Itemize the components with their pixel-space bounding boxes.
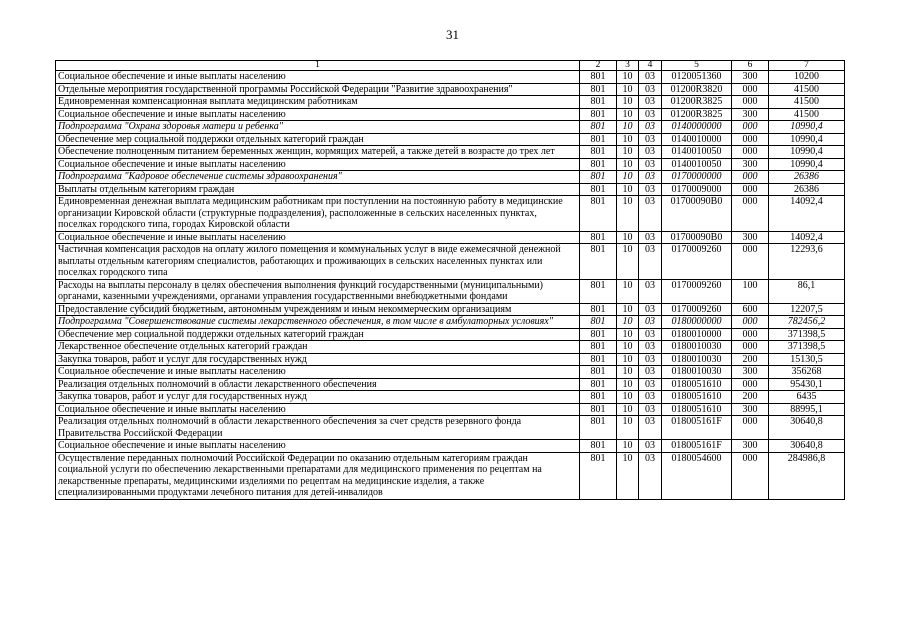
- column-header-row: [56, 61, 845, 71]
- amount-cell: 95430,1: [769, 378, 845, 391]
- subsection-code-cell: 03: [639, 416, 662, 440]
- expense-name-cell: Реализация отдельных полномочий в области лекарственного обеспечения за счет средств резервного фонда Правительства Российской Федерации: [56, 416, 580, 440]
- expense-name-cell: Закупка товаров, работ и услуг для государственных нужд: [56, 353, 580, 366]
- expense-type-code-cell: 000: [732, 171, 769, 184]
- section-code-cell: 10: [617, 452, 639, 499]
- amount-cell: 782456,2: [769, 316, 845, 329]
- expense-type-code-cell: 000: [732, 316, 769, 329]
- expense-name-cell: Осуществление переданных полномочий Российской Федерации по оказанию отдельным категориям граждан социальной услуги по обеспечению лекарственными препаратами для медицинского применения по рецептам на лекарственные препараты, медицинскими изделиями по рецептам на медицинские изделия, а также специализированными продуктами лечебного питания для детей-инвалидов: [56, 452, 580, 499]
- amount-cell: 88995,1: [769, 403, 845, 416]
- ministry-code-cell: 801: [580, 353, 617, 366]
- expense-name-cell: Предоставление субсидий бюджетным, автономным учреждениям и иным некоммерческим организациям: [56, 303, 580, 316]
- expense-type-code-cell: 300: [732, 108, 769, 121]
- ministry-code-cell: 801: [580, 133, 617, 146]
- table-row: [56, 416, 845, 440]
- ministry-code-cell: 801: [580, 341, 617, 354]
- section-code-cell: 10: [617, 341, 639, 354]
- ministry-code-cell: 801: [580, 171, 617, 184]
- target-item-code-cell: 0180051610: [662, 403, 732, 416]
- ministry-code-cell: 801: [580, 244, 617, 280]
- subsection-code-cell: 03: [639, 108, 662, 121]
- ministry-code-cell: 801: [580, 452, 617, 499]
- expense-type-code-cell: 000: [732, 196, 769, 232]
- subsection-code-cell: 03: [639, 303, 662, 316]
- expense-type-code-cell: 300: [732, 71, 769, 84]
- table-row: [56, 244, 845, 280]
- table-row: [56, 328, 845, 341]
- section-code-cell: 10: [617, 83, 639, 96]
- amount-cell: 371398,5: [769, 328, 845, 341]
- column-header: 5: [662, 61, 732, 71]
- target-item-code-cell: 0170009260: [662, 279, 732, 303]
- target-item-code-cell: 01700090В0: [662, 231, 732, 244]
- ministry-code-cell: 801: [580, 158, 617, 171]
- ministry-code-cell: 801: [580, 121, 617, 134]
- expense-name-cell: Подпрограмма "Кадровое обеспечение системы здравоохранения": [56, 171, 580, 184]
- target-item-code-cell: 0180000000: [662, 316, 732, 329]
- expense-name-cell: Реализация отдельных полномочий в области лекарственного обеспечения: [56, 378, 580, 391]
- table-row: [56, 71, 845, 84]
- table-row: [56, 121, 845, 134]
- table-row: [56, 391, 845, 404]
- subsection-code-cell: 03: [639, 341, 662, 354]
- table-row: [56, 440, 845, 453]
- expense-name-cell: Социальное обеспечение и иные выплаты населению: [56, 366, 580, 379]
- page-number: 31: [446, 27, 459, 42]
- expense-name-cell: Социальное обеспечение и иные выплаты населению: [56, 71, 580, 84]
- subsection-code-cell: 03: [639, 183, 662, 196]
- subsection-code-cell: 03: [639, 366, 662, 379]
- target-item-code-cell: 0180010030: [662, 341, 732, 354]
- amount-cell: 26386: [769, 171, 845, 184]
- expense-type-code-cell: 000: [732, 416, 769, 440]
- target-item-code-cell: 0120051360: [662, 71, 732, 84]
- subsection-code-cell: 03: [639, 171, 662, 184]
- subsection-code-cell: 03: [639, 403, 662, 416]
- expense-name-cell: Обеспечение мер социальной поддержки отдельных категорий граждан: [56, 328, 580, 341]
- expense-name-cell: Подпрограмма "Охрана здоровья матери и ребенка": [56, 121, 580, 134]
- section-code-cell: 10: [617, 353, 639, 366]
- table-row: [56, 158, 845, 171]
- table-row: [56, 316, 845, 329]
- expense-name-cell: Социальное обеспечение и иные выплаты населению: [56, 108, 580, 121]
- budget-table: [55, 60, 845, 500]
- table-row: [56, 341, 845, 354]
- table-row: [56, 452, 845, 499]
- expense-type-code-cell: 300: [732, 366, 769, 379]
- table-row: [56, 133, 845, 146]
- expense-type-code-cell: 000: [732, 328, 769, 341]
- target-item-code-cell: 0180010030: [662, 353, 732, 366]
- table-row: [56, 378, 845, 391]
- section-code-cell: 10: [617, 328, 639, 341]
- amount-cell: 12207,5: [769, 303, 845, 316]
- target-item-code-cell: 0180010030: [662, 366, 732, 379]
- section-code-cell: 10: [617, 96, 639, 109]
- table-row: [56, 183, 845, 196]
- ministry-code-cell: 801: [580, 316, 617, 329]
- ministry-code-cell: 801: [580, 366, 617, 379]
- subsection-code-cell: 03: [639, 353, 662, 366]
- ministry-code-cell: 801: [580, 196, 617, 232]
- amount-cell: 10990,4: [769, 158, 845, 171]
- column-header: 2: [580, 61, 617, 71]
- expense-name-cell: Социальное обеспечение и иные выплаты населению: [56, 403, 580, 416]
- expense-name-cell: Лекарственное обеспечение отдельных категорий граждан: [56, 341, 580, 354]
- target-item-code-cell: 0140010000: [662, 133, 732, 146]
- expense-type-code-cell: 200: [732, 391, 769, 404]
- amount-cell: 86,1: [769, 279, 845, 303]
- section-code-cell: 10: [617, 133, 639, 146]
- target-item-code-cell: 018005161F: [662, 440, 732, 453]
- amount-cell: 30640,8: [769, 440, 845, 453]
- subsection-code-cell: 03: [639, 121, 662, 134]
- amount-cell: 41500: [769, 96, 845, 109]
- table-row: [56, 196, 845, 232]
- expense-name-cell: Отдельные мероприятия государственной программы Российской Федерации "Развитие здравоохранения": [56, 83, 580, 96]
- amount-cell: 15130,5: [769, 353, 845, 366]
- amount-cell: 10200: [769, 71, 845, 84]
- expense-type-code-cell: 000: [732, 341, 769, 354]
- target-item-code-cell: 0170009260: [662, 244, 732, 280]
- table-row: [56, 279, 845, 303]
- ministry-code-cell: 801: [580, 440, 617, 453]
- expense-name-cell: Расходы на выплаты персоналу в целях обеспечения выполнения функций государственными (муниципальными) органами, казенными учреждениями, органами управления государственными внебюджетными фондами: [56, 279, 580, 303]
- target-item-code-cell: 0170009260: [662, 303, 732, 316]
- subsection-code-cell: 03: [639, 96, 662, 109]
- expense-name-cell: Единовременная денежная выплата медицинским работникам при поступлении на постоянную работу в медицинские организации Кировской области (структурные подразделения), расположенные в сельских населенных пунктах, поселках городского типа, городах Кировской области: [56, 196, 580, 232]
- section-code-cell: 10: [617, 196, 639, 232]
- target-item-code-cell: 0180051610: [662, 378, 732, 391]
- ministry-code-cell: 801: [580, 71, 617, 84]
- ministry-code-cell: 801: [580, 391, 617, 404]
- amount-cell: 26386: [769, 183, 845, 196]
- ministry-code-cell: 801: [580, 378, 617, 391]
- subsection-code-cell: 03: [639, 328, 662, 341]
- target-item-code-cell: 018005161F: [662, 416, 732, 440]
- expense-name-cell: Частичная компенсация расходов на оплату жилого помещения и коммунальных услуг в виде ежемесячной денежной выплаты отдельным категориям специалистов, работающих и проживающих в сельских населенных пунктах или поселках городского типа: [56, 244, 580, 280]
- expense-name-cell: Социальное обеспечение и иные выплаты населению: [56, 158, 580, 171]
- ministry-code-cell: 801: [580, 146, 617, 159]
- section-code-cell: 10: [617, 303, 639, 316]
- subsection-code-cell: 03: [639, 158, 662, 171]
- subsection-code-cell: 03: [639, 316, 662, 329]
- expense-type-code-cell: 600: [732, 303, 769, 316]
- amount-cell: 10990,4: [769, 146, 845, 159]
- section-code-cell: 10: [617, 71, 639, 84]
- target-item-code-cell: 0180010000: [662, 328, 732, 341]
- amount-cell: 371398,5: [769, 341, 845, 354]
- expense-name-cell: Закупка товаров, работ и услуг для государственных нужд: [56, 391, 580, 404]
- subsection-code-cell: 03: [639, 378, 662, 391]
- section-code-cell: 10: [617, 171, 639, 184]
- amount-cell: 14092,4: [769, 231, 845, 244]
- amount-cell: 10990,4: [769, 121, 845, 134]
- table-row: [56, 403, 845, 416]
- target-item-code-cell: 0140010050: [662, 158, 732, 171]
- table-row: [56, 353, 845, 366]
- expense-type-code-cell: 000: [732, 452, 769, 499]
- expense-name-cell: Обеспечение мер социальной поддержки отдельных категорий граждан: [56, 133, 580, 146]
- ministry-code-cell: 801: [580, 83, 617, 96]
- ministry-code-cell: 801: [580, 96, 617, 109]
- expense-type-code-cell: 000: [732, 133, 769, 146]
- amount-cell: 14092,4: [769, 196, 845, 232]
- expense-name-cell: Социальное обеспечение и иные выплаты населению: [56, 231, 580, 244]
- target-item-code-cell: 0170000000: [662, 171, 732, 184]
- section-code-cell: 10: [617, 108, 639, 121]
- expense-name-cell: Обеспечение полноценным питанием беременных женщин, кормящих матерей, а также детей в возрасте до трех лет: [56, 146, 580, 159]
- section-code-cell: 10: [617, 440, 639, 453]
- table-row: [56, 303, 845, 316]
- subsection-code-cell: 03: [639, 196, 662, 232]
- target-item-code-cell: 01700090В0: [662, 196, 732, 232]
- section-code-cell: 10: [617, 279, 639, 303]
- subsection-code-cell: 03: [639, 83, 662, 96]
- ministry-code-cell: 801: [580, 416, 617, 440]
- amount-cell: 41500: [769, 108, 845, 121]
- ministry-code-cell: 801: [580, 231, 617, 244]
- expense-type-code-cell: 000: [732, 378, 769, 391]
- expense-type-code-cell: 000: [732, 83, 769, 96]
- section-code-cell: 10: [617, 378, 639, 391]
- section-code-cell: 10: [617, 366, 639, 379]
- subsection-code-cell: 03: [639, 71, 662, 84]
- ministry-code-cell: 801: [580, 108, 617, 121]
- expense-name-cell: Единовременная компенсационная выплата медицинским работникам: [56, 96, 580, 109]
- section-code-cell: 10: [617, 316, 639, 329]
- table-row: [56, 366, 845, 379]
- column-header: 3: [617, 61, 639, 71]
- subsection-code-cell: 03: [639, 391, 662, 404]
- target-item-code-cell: 0180051610: [662, 391, 732, 404]
- ministry-code-cell: 801: [580, 303, 617, 316]
- expense-name-cell: Подпрограмма "Совершенствование системы лекарственного обеспечения, в том числе в амбулаторных условиях": [56, 316, 580, 329]
- table-row: [56, 171, 845, 184]
- target-item-code-cell: 01200R3820: [662, 83, 732, 96]
- expense-type-code-cell: 300: [732, 403, 769, 416]
- column-header: 6: [732, 61, 769, 71]
- amount-cell: 41500: [769, 83, 845, 96]
- table-row: [56, 83, 845, 96]
- column-header: 7: [769, 61, 845, 71]
- target-item-code-cell: 0180054600: [662, 452, 732, 499]
- subsection-code-cell: 03: [639, 279, 662, 303]
- table-row: [56, 108, 845, 121]
- table-row: [56, 231, 845, 244]
- section-code-cell: 10: [617, 231, 639, 244]
- target-item-code-cell: 0170009000: [662, 183, 732, 196]
- amount-cell: 356268: [769, 366, 845, 379]
- amount-cell: 6435: [769, 391, 845, 404]
- subsection-code-cell: 03: [639, 440, 662, 453]
- target-item-code-cell: 01200R3825: [662, 96, 732, 109]
- expense-name-cell: Выплаты отдельным категориям граждан: [56, 183, 580, 196]
- amount-cell: 10990,4: [769, 133, 845, 146]
- subsection-code-cell: 03: [639, 133, 662, 146]
- amount-cell: 12293,6: [769, 244, 845, 280]
- section-code-cell: 10: [617, 183, 639, 196]
- column-header: 4: [639, 61, 662, 71]
- section-code-cell: 10: [617, 146, 639, 159]
- expense-type-code-cell: 100: [732, 279, 769, 303]
- subsection-code-cell: 03: [639, 452, 662, 499]
- expense-type-code-cell: 000: [732, 183, 769, 196]
- ministry-code-cell: 801: [580, 328, 617, 341]
- expense-type-code-cell: 300: [732, 158, 769, 171]
- expense-name-cell: Социальное обеспечение и иные выплаты населению: [56, 440, 580, 453]
- amount-cell: 30640,8: [769, 416, 845, 440]
- section-code-cell: 10: [617, 391, 639, 404]
- target-item-code-cell: 0140000000: [662, 121, 732, 134]
- subsection-code-cell: 03: [639, 244, 662, 280]
- ministry-code-cell: 801: [580, 183, 617, 196]
- expense-type-code-cell: 300: [732, 440, 769, 453]
- expense-type-code-cell: 000: [732, 121, 769, 134]
- target-item-code-cell: 0140010050: [662, 146, 732, 159]
- expense-type-code-cell: 200: [732, 353, 769, 366]
- ministry-code-cell: 801: [580, 279, 617, 303]
- expense-type-code-cell: 300: [732, 231, 769, 244]
- expense-type-code-cell: 000: [732, 244, 769, 280]
- ministry-code-cell: 801: [580, 403, 617, 416]
- section-code-cell: 10: [617, 158, 639, 171]
- amount-cell: 284986,8: [769, 452, 845, 499]
- subsection-code-cell: 03: [639, 146, 662, 159]
- table-row: [56, 146, 845, 159]
- expense-type-code-cell: 000: [732, 146, 769, 159]
- table-row: [56, 96, 845, 109]
- target-item-code-cell: 01200R3825: [662, 108, 732, 121]
- subsection-code-cell: 03: [639, 231, 662, 244]
- expense-type-code-cell: 000: [732, 96, 769, 109]
- column-header: 1: [56, 61, 580, 71]
- section-code-cell: 10: [617, 403, 639, 416]
- section-code-cell: 10: [617, 416, 639, 440]
- section-code-cell: 10: [617, 121, 639, 134]
- section-code-cell: 10: [617, 244, 639, 280]
